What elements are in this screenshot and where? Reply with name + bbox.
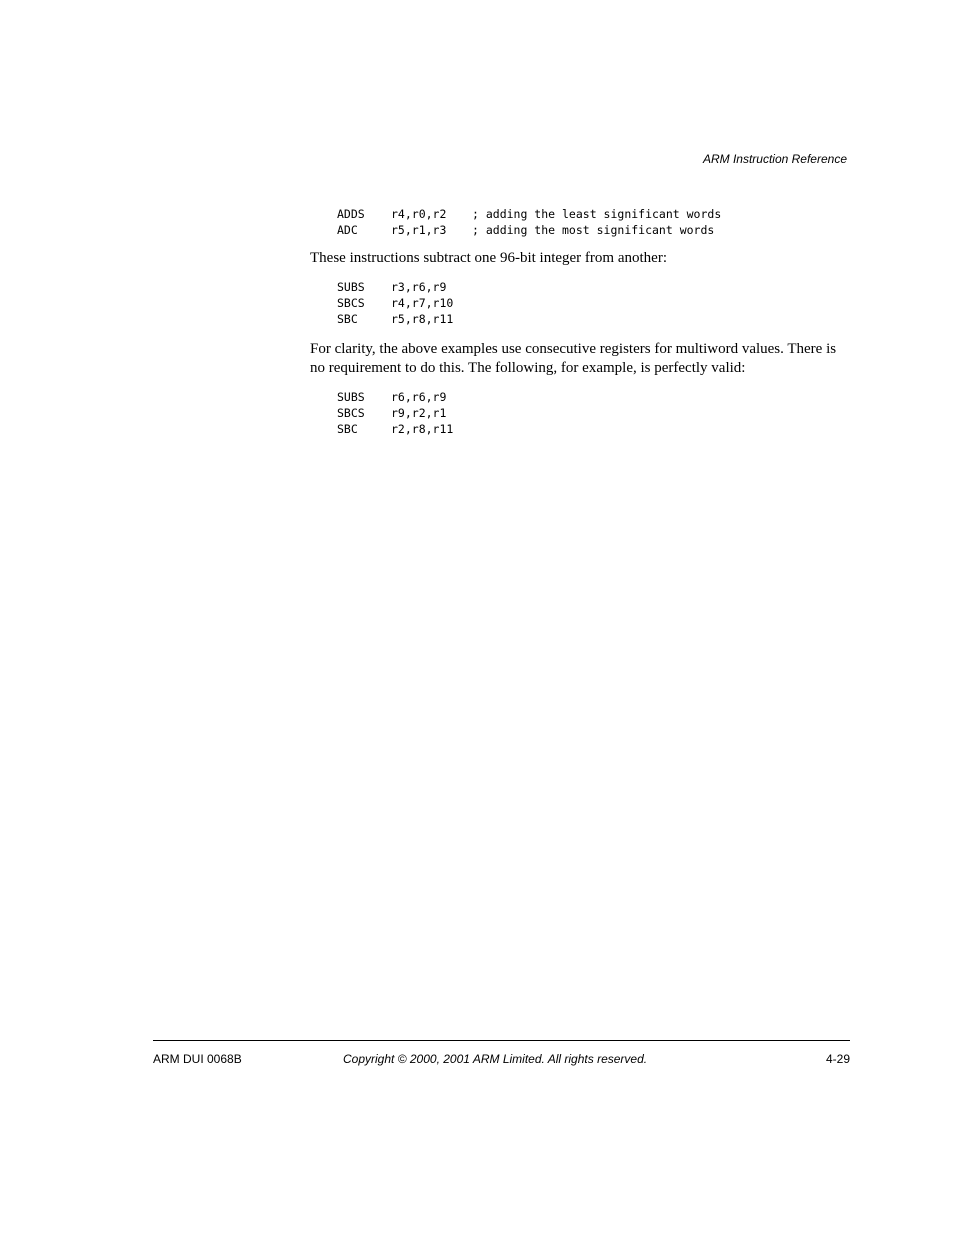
code-operands: r6,r6,r9 <box>391 390 447 404</box>
code-operands: r4,r0,r2 <box>391 207 447 221</box>
code-line <box>337 295 850 311</box>
document-id: ARM DUI 0068B <box>153 1052 242 1066</box>
code-mnemonic: SUBS <box>337 280 365 294</box>
code-block-add <box>310 206 850 238</box>
code-block-subtract-alt <box>310 389 850 437</box>
page-footer <box>153 1052 850 1068</box>
page-content <box>310 206 850 437</box>
page-number: 4-29 <box>825 1052 850 1066</box>
code-mnemonic: SUBS <box>337 390 365 404</box>
code-operands: r2,r8,r11 <box>391 422 454 436</box>
code-operands: r3,r6,r9 <box>391 280 447 294</box>
code-mnemonic: ADDS <box>337 207 365 221</box>
running-header: ARM Instruction Reference <box>702 152 847 166</box>
code-operands: r9,r2,r1 <box>391 406 447 420</box>
code-line <box>337 389 850 405</box>
code-mnemonic: SBC <box>337 422 358 436</box>
code-mnemonic: ADC <box>337 223 358 237</box>
code-mnemonic: SBCS <box>337 296 365 310</box>
code-operands: r5,r1,r3 <box>391 223 447 237</box>
code-operands: r5,r8,r11 <box>391 312 454 326</box>
code-mnemonic: SBCS <box>337 406 365 420</box>
code-line <box>337 279 850 295</box>
code-line <box>337 206 850 222</box>
code-line <box>337 222 850 238</box>
code-line <box>337 405 850 421</box>
code-line <box>337 311 850 327</box>
copyright-notice: Copyright © 2000, 2001 ARM Limited. All rights reserved. <box>343 1052 648 1066</box>
code-block-subtract <box>310 279 850 327</box>
body-paragraph: For clarity, the above examples use consecutive registers for multiword values. There is no requirement to do this. The following, for example, is perfectly valid: <box>310 341 837 376</box>
code-comment: ; adding the most significant words <box>472 223 715 237</box>
code-mnemonic: SBC <box>337 312 358 326</box>
body-paragraph: These instructions subtract one 96-bit integer from another: <box>310 250 667 266</box>
code-line <box>337 421 850 437</box>
code-operands: r4,r7,r10 <box>391 296 454 310</box>
footer-rule <box>153 1040 850 1041</box>
code-comment: ; adding the least significant words <box>472 207 722 221</box>
